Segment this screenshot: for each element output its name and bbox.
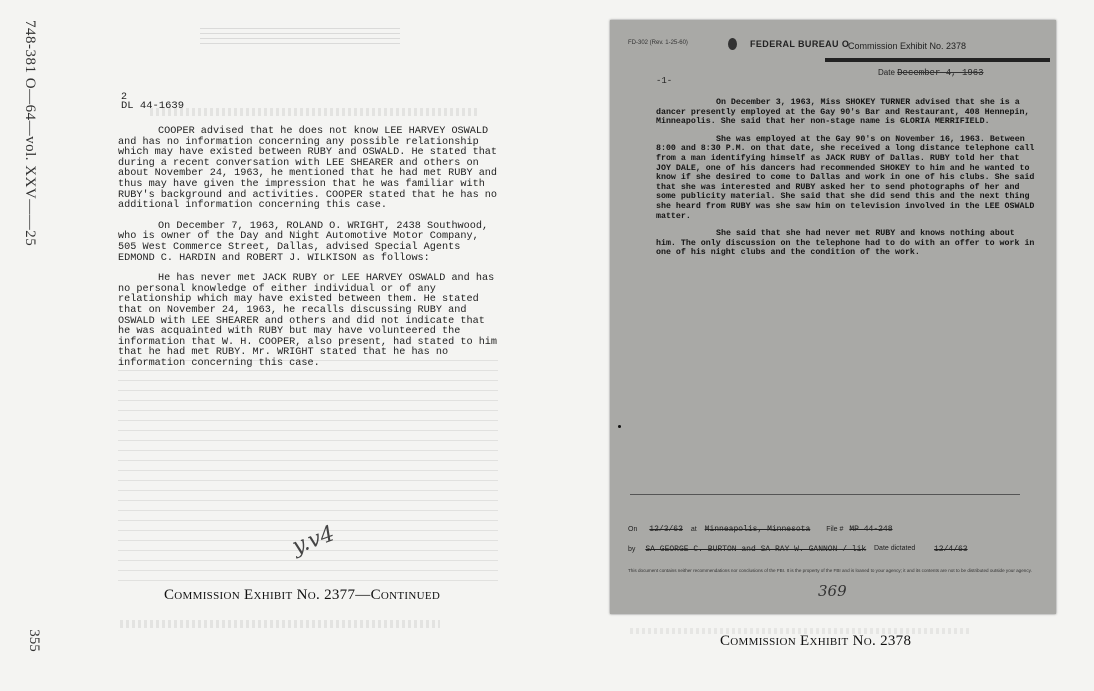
handwritten-number: 369 — [818, 582, 847, 600]
exhibit-stamp: Commission Exhibit No. 2378 — [848, 41, 967, 51]
right-paragraph-2: She was employed at the Gay 90's on November 16, 1963. Between 8:00 and 8:30 P.M. on that date, she received a long distance telephone call from a man identifying himself as JACK RUBY of Dallas. RUBY told her that JOY DALE, one of his dancers had recommended SHOKEY to him and he wanted to know if she desired to come to Dallas and work in one of his clubs. She said that she was interested and RUBY asked her to send photographs of her and some publicity material. She said that she did send this and the next thing she heard from RUBY was she saw him on television involved in the LEE OSWALD matter. — [656, 134, 1035, 221]
punch-mark — [618, 425, 621, 428]
file-value: MP 44-248 — [849, 525, 893, 534]
at-value: Minneapolis, Minnesota — [704, 525, 811, 534]
left-page-marker: 2 — [121, 92, 128, 103]
file-label: File # — [826, 526, 844, 533]
right-page-marker: -1- — [656, 76, 673, 86]
bleed-through-footer — [120, 620, 440, 628]
form-number: FD-302 (Rev. 1-25-60) — [628, 40, 688, 46]
right-paragraph-1: On December 3, 1963, Miss SHOKEY TURNER advised that she is a dancer presently employed at the Gay 90's Bar and Restaurant, 408 Hennepin, Minneapolis. She said that her non-stage name is GLORIA MERRIFIELD. — [656, 98, 1030, 127]
left-file-number: DL 44-1639 — [121, 100, 185, 112]
dictated-value: 12/4/63 — [934, 545, 968, 554]
right-exhibit-caption: Commission Exhibit No. 2378 — [720, 633, 912, 649]
bleed-through-line — [150, 108, 480, 116]
side-volume-label — [14, 20, 44, 290]
left-document-body — [118, 127, 498, 379]
footer-row-location — [628, 525, 1038, 545]
left-paragraph-2: On December 7, 1963, ROLAND O. WRIGHT, 2438 Southwood, who is owner of the Day and Night Automotive Motor Company, 505 West Commerce Street, Dallas, advised Special Agents EDMOND C. HARDIN and ROBERT J. WILKISON as follows: — [118, 220, 489, 264]
date-value: December 4, 1963 — [897, 68, 984, 78]
agency-name: FEDERAL BUREAU O — [750, 39, 850, 49]
page-number: 355 — [25, 629, 42, 652]
left-paragraph-3: He has never met JACK RUBY or LEE HARVEY OSWALD and has no personal knowledge of either individual or of any relationship which may have existed between them. He stated that on November 24, 1963, he recalls discussing RUBY and OSWALD with LEE SHEARER and others and did not indicate that he was acquainted with RUBY but may have volunteered the information that W. H. COOPER, also present, had stated to him that he had met RUBY. Mr. WRIGHT stated that he has no information concerning this case. — [118, 273, 498, 369]
document-date — [878, 68, 984, 78]
stamp-underline — [825, 58, 1050, 62]
right-document-body — [656, 98, 1036, 266]
footer-row-agents — [628, 545, 1038, 565]
fbi-seal-icon — [728, 38, 737, 50]
side-volume-text: 748-381 O—64—vol. XXV——25 — [22, 20, 38, 247]
on-label: On — [628, 526, 638, 533]
right-paragraph-3: She said that she had never met RUBY and knows nothing about him. The only discussion on the telephone had to do with an offer to work in one of his night clubs and the condition of the work. — [656, 229, 1035, 258]
left-paragraph-1: COOPER advised that he does not know LEE HARVEY OSWALD and has no information concerning any possible relationship which may have existed between RUBY and OSWALD. He stated that during a recent conversation with LEE SHEARER and others on about November 24, 1963, he mentioned that he had met RUBY and thus may have given the impression that he was familiar with RUBY's background and activities. COOPER stated that he has no additional information concerning this case. — [118, 126, 498, 212]
handwritten-initials: y.v4 — [289, 521, 338, 560]
date-label: Date — [878, 68, 895, 77]
interview-footer — [628, 525, 1038, 565]
dictated-label: Date dictated — [874, 545, 916, 552]
left-exhibit-caption: Commission Exhibit No. 2377—Continued — [164, 587, 441, 603]
fbi-disclaimer: This document contains neither recommendations nor conclusions of the FBI. It is the property of the FBI and is loaned to your agency; it and its contents are not to be distributed outside your agency. — [628, 568, 1032, 573]
right-document — [610, 20, 1056, 614]
by-label: by — [628, 546, 636, 553]
at-label: at — [690, 526, 697, 533]
by-value: SA GEORGE C. BURTON and SA RAY W. GANNON / lik — [645, 545, 867, 554]
bleed-through-header — [200, 28, 400, 44]
footer-divider — [630, 494, 1020, 495]
on-value: 12/3/63 — [649, 525, 683, 534]
